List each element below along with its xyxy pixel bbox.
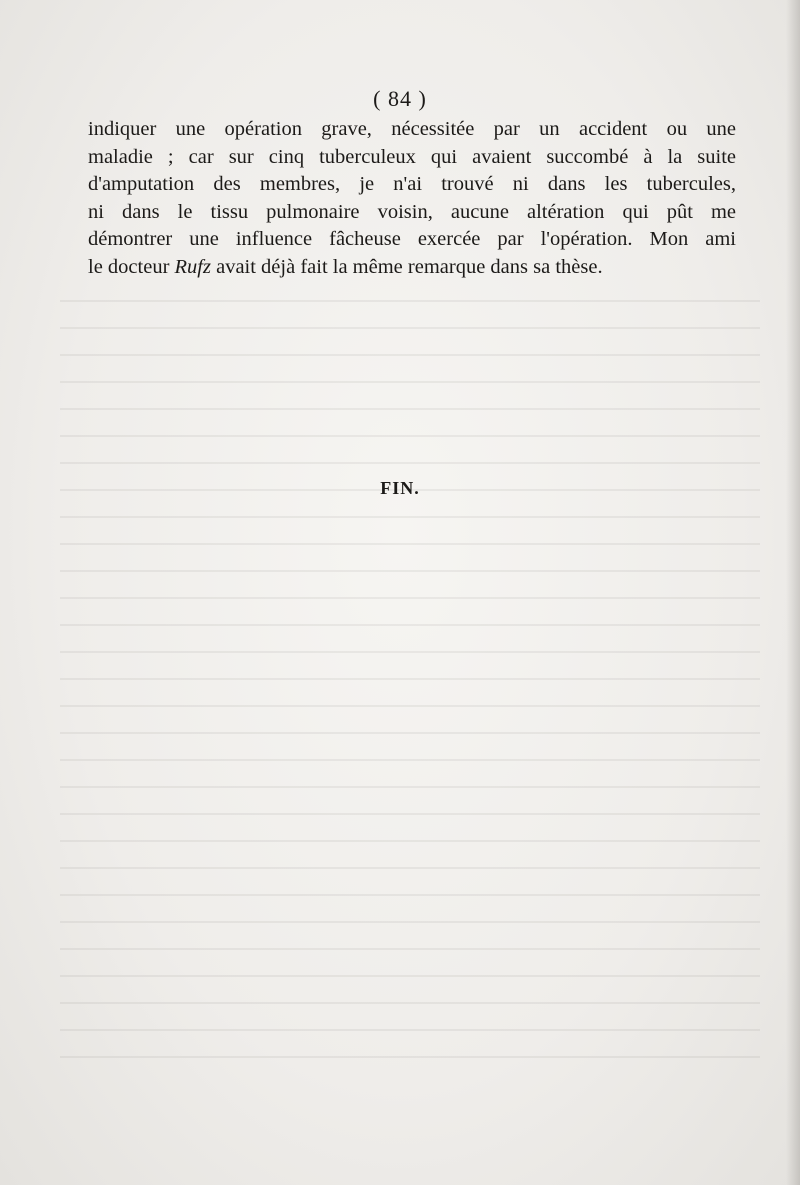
- page-number: ( 84 ): [373, 86, 427, 111]
- body-paragraph: [88, 116, 736, 281]
- text-line: maladie ; car sur cinq tuberculeux qui avaient succombé à la suite: [88, 145, 736, 168]
- text-line: ni dans le tissu pulmonaire voisin, aucune altération qui pût me: [88, 200, 736, 223]
- text-line: d'amputation des membres, je n'ai trouvé ni dans les tubercules,: [88, 173, 736, 195]
- text-line: indiquer une opération grave, nécessitée par un accident ou une: [88, 118, 736, 140]
- end-mark: FIN.: [380, 478, 420, 498]
- text-line: démontrer une influence fâcheuse exercée par l'opération. Mon ami: [88, 228, 736, 250]
- text-after-name: avait déjà fait la même remarque dans sa thèse.: [210, 255, 603, 278]
- text-before-name: le docteur: [88, 255, 175, 278]
- show-through-texture: [60, 300, 760, 1060]
- page-edge-shadow: [786, 0, 800, 1185]
- text-line-last: [88, 254, 736, 282]
- author-name: Rufz: [174, 255, 211, 278]
